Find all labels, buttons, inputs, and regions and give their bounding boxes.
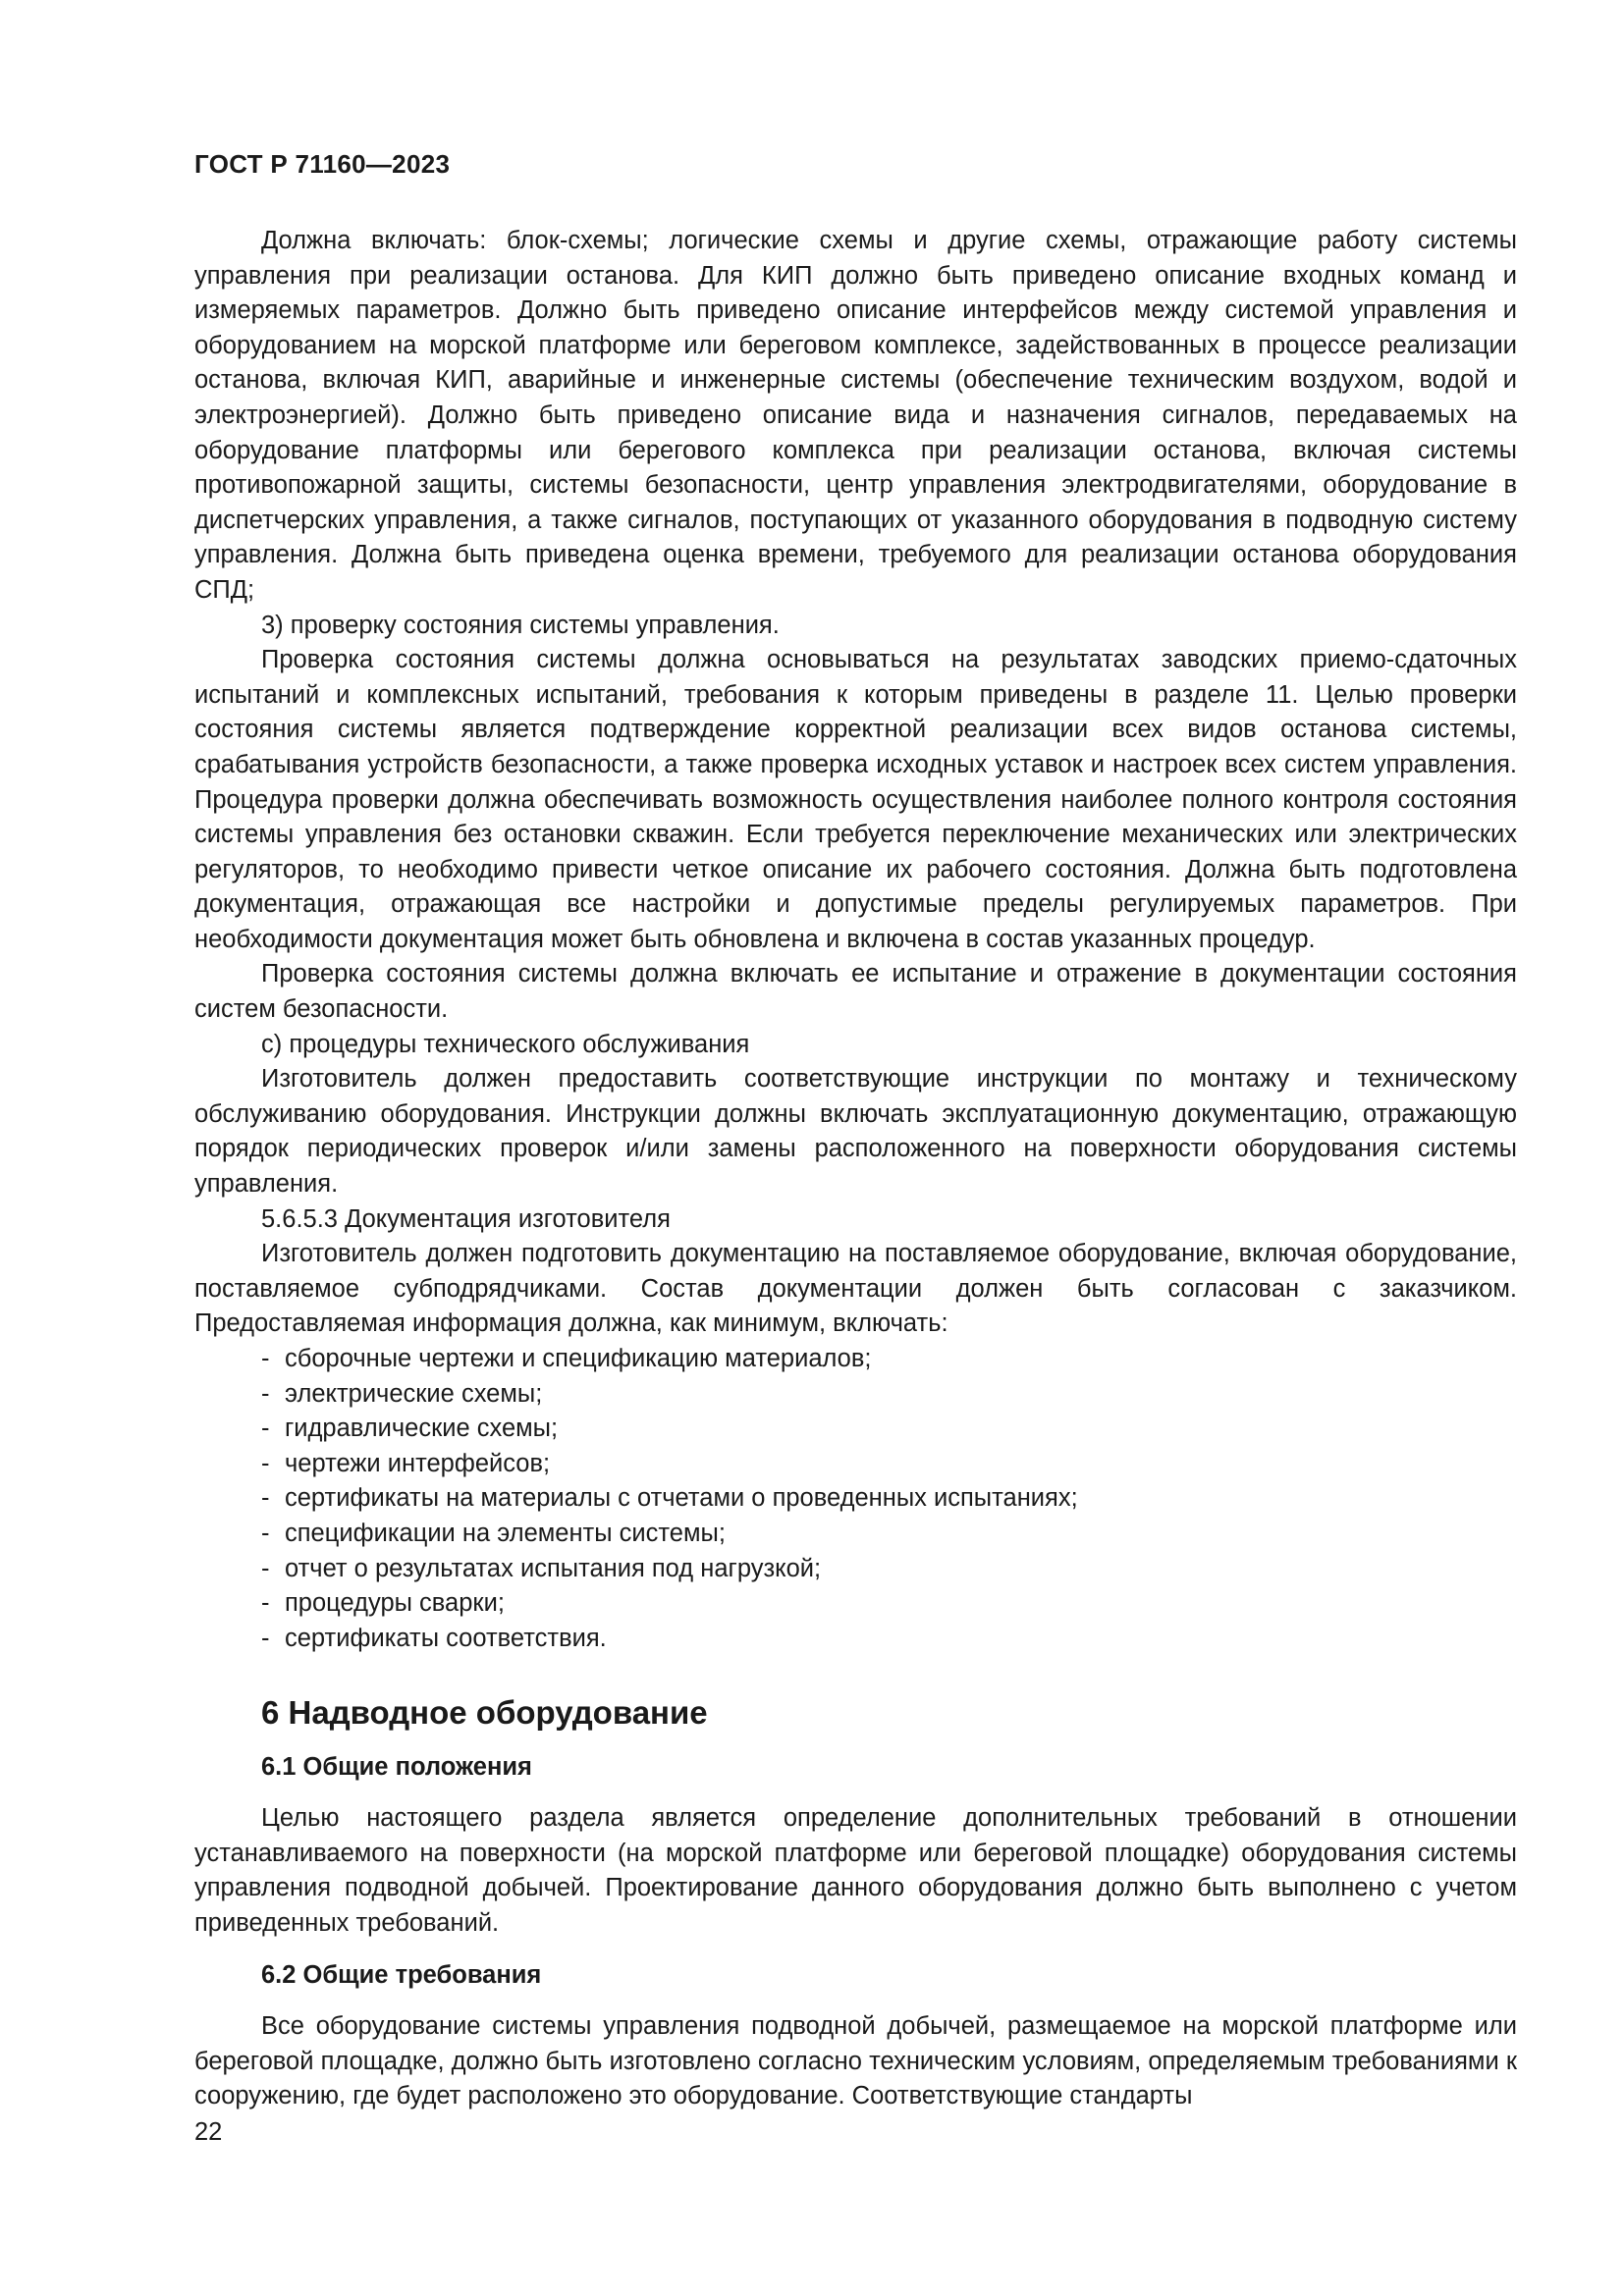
- list-item: [194, 1342, 1517, 1377]
- paragraph: Целью настоящего раздела является определение дополнительных требований в отношении устанавливаемого на поверхности (на морской платформе или береговой площадке) оборудования системы управления подводной добычей. Проектирование данного оборудования должно быть выполнено с учетом приведенных требований.: [194, 1803, 1517, 1937]
- list-marker: -: [261, 1379, 270, 1408]
- list-item-text: отчет о результатах испытания под нагрузкой;: [285, 1554, 822, 1582]
- subsection-heading: 6.1 Общие положения: [261, 1753, 532, 1782]
- list-item: [194, 1377, 1517, 1413]
- paragraph: Проверка состояния системы должна основываться на результатах заводских приемо-сдаточных испытаний и комплексных испытаний, требования к которым приведены в разделе 11. Целью проверки состояния системы является подтверждение корректной реализации всех видов останова системы, срабатывания устройств безопасности, а также проверка исходных уставок и настроек всех систем управления. Процедура проверки должна обеспечивать возможность осуществления наиболее полного контроля состояния системы управления без остановки скважин. Если требуется переключение механических или электрических регуляторов, то необходимо привести четкое описание их рабочего состояния. Должна быть подготовлена документация, отражающая все настройки и допустимые пределы регулируемых параметров. При необходимости документация может быть обновлена и включена в состав указанных процедур.: [194, 646, 1517, 953]
- paragraph: c) процедуры технического обслуживания: [261, 1030, 750, 1058]
- list-marker: -: [261, 1589, 270, 1618]
- list-item-text: сертификаты на материалы с отчетами о проведенных испытаниях;: [285, 1484, 1078, 1513]
- list-item: [194, 1552, 1517, 1587]
- paragraph: 3) проверку состояния системы управления.: [261, 611, 780, 639]
- document-body: [194, 224, 1517, 2114]
- subsection-heading: 6.2 Общие требования: [261, 1961, 542, 1990]
- list-item-text: сборочные чертежи и спецификацию материалов;: [285, 1345, 872, 1372]
- list-item: [194, 1412, 1517, 1447]
- paragraph: Должна включать: блок-схемы; логические схемы и другие схемы, отражающие работу системы управления при реализации останова. Для КИП должно быть приведено описание входных команд и измеряемых параметров. Должно быть приведено описание интерфейсов между системой управления и оборудованием на морской платформе или береговом комплексе, задействованных в процессе реализации останова, включая КИП, аварийные и инженерные системы (обеспечение техническим воздухом, водой и электроэнергией). Должно быть приведено описание вида и назначения сигналов, передаваемых на оборудование платформы или берегового комплекса при реализации останова, включая системы противопожарной защиты, системы безопасности, центр управления электродвигателями, оборудование в диспетчерских управления, а также сигналов, поступающих от указанного оборудования в подводную систему управления. Должна быть приведена оценка времени, требуемого для реализации останова оборудования СПД;: [194, 227, 1517, 604]
- list-marker: -: [261, 1415, 270, 1443]
- paragraph: Изготовитель должен предоставить соответствующие инструкции по монтажу и техническому обслуживанию оборудования. Инструкции должны включать эксплуатационную документацию, отражающую порядок периодических проверок и/или замены расположенного на поверхности оборудования системы управления.: [194, 1065, 1517, 1199]
- section-heading: 6 Надводное оборудование: [261, 1694, 708, 1732]
- standard-header: ГОСТ Р 71160—2023: [194, 149, 451, 179]
- list-item-text: чертежи интерфейсов;: [285, 1449, 551, 1477]
- list-item: [194, 1586, 1517, 1622]
- list-marker: -: [261, 1345, 270, 1372]
- list-marker: -: [261, 1449, 270, 1477]
- list-item: [194, 1447, 1517, 1482]
- list-marker: -: [261, 1554, 270, 1582]
- list-marker: -: [261, 1484, 270, 1513]
- list-item-text: процедуры сварки;: [285, 1589, 505, 1618]
- list-item: [194, 1517, 1517, 1552]
- paragraph: Проверка состояния системы должна включать ее испытание и отражение в документации состояния систем безопасности.: [194, 960, 1517, 1024]
- list-item-text: гидравлические схемы;: [285, 1415, 559, 1443]
- list-marker: -: [261, 1519, 270, 1547]
- subsection-heading: 5.6.5.3 Документация изготовителя: [261, 1204, 671, 1233]
- list-item-text: сертификаты соответствия.: [285, 1624, 607, 1652]
- paragraph: Изготовитель должен подготовить документацию на поставляемое оборудование, включая оборудование, поставляемое субподрядчиками. Состав документации должен быть согласован с заказчиком. Предоставляемая информация должна, как минимум, включать:: [194, 1240, 1517, 1338]
- list-item-text: спецификации на элементы системы;: [285, 1519, 726, 1547]
- page-number: 22: [194, 2118, 223, 2146]
- list-item-text: электрические схемы;: [285, 1379, 543, 1408]
- paragraph: Все оборудование системы управления подводной добычей, размещаемое на морской платформе или береговой площадке, должно быть изготовлено согласно техническим условиям, определяемым требованиями к сооружению, где будет расположено это оборудование. Соответствующие стандарты: [194, 2011, 1517, 2110]
- list-item: [194, 1622, 1517, 1657]
- list-marker: -: [261, 1624, 270, 1652]
- list-item: [194, 1481, 1517, 1517]
